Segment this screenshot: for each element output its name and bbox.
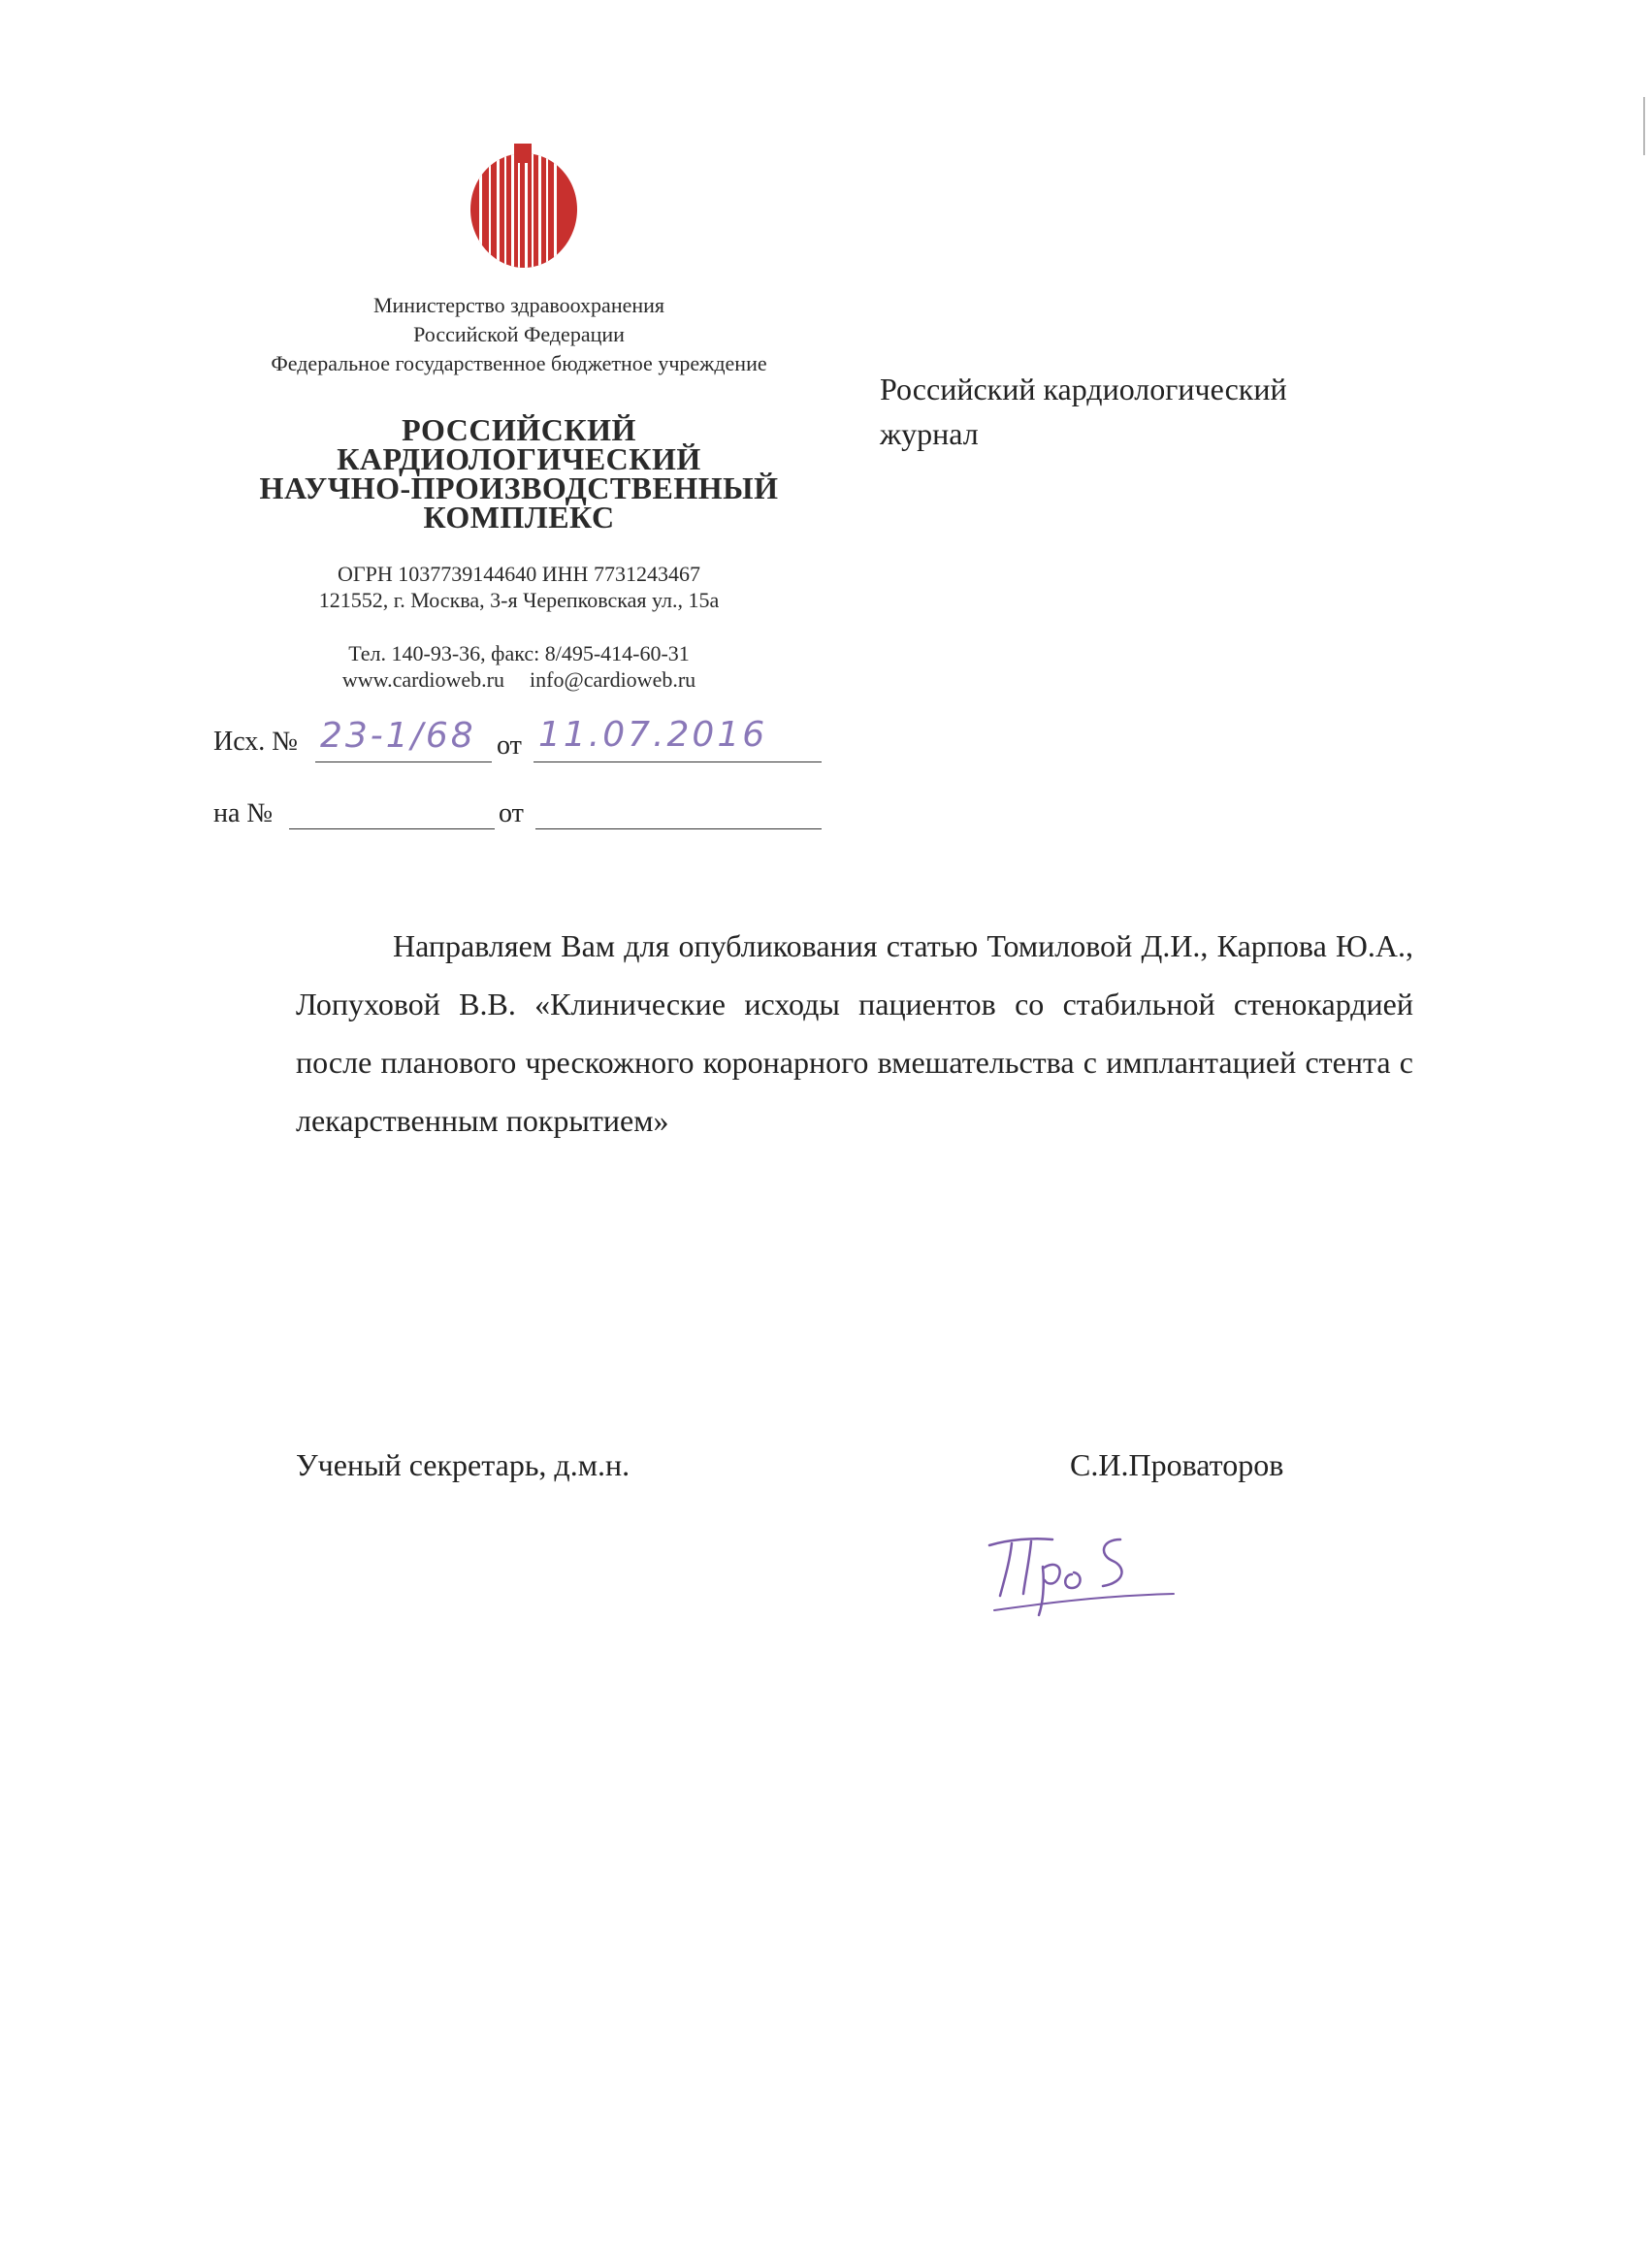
outgoing-date-line: [534, 761, 822, 762]
letter-body: Направляем Вам для опубликования статью Томиловой Д.И., Карпова Ю.А., Лопуховой В.В. «Клинические исходы пациентов со стабильной стенокардией после планового чрескожного коронарного вмешательства с имплантацией стента с лекарственным покрытием»: [296, 928, 1413, 1138]
registration-numbers: ОГРН 1037739144640 ИНН 7731243467: [338, 562, 700, 586]
addressee-line-1: Российский кардиологический: [880, 372, 1287, 406]
incoming-date-label: от: [499, 798, 524, 828]
email-link[interactable]: info@cardioweb.ru: [530, 667, 696, 692]
outgoing-number-value: 23-1/68: [320, 716, 476, 756]
web-contacts: [223, 666, 815, 694]
scan-edge-mark: [1643, 97, 1645, 155]
signer-position: Ученый секретарь, д.м.н.: [296, 1447, 630, 1482]
addressee: [880, 367, 1423, 456]
org-name-line-2: КАРДИОЛОГИЧЕСКИЙ: [337, 441, 701, 476]
incoming-number-label: на №: [213, 798, 274, 828]
org-name-line-1: РОССИЙСКИЙ: [402, 412, 636, 447]
org-name-line-4: КОМПЛЕКС: [423, 500, 615, 535]
ministry-line-2: Российской Федерации: [413, 322, 625, 346]
handwritten-signature: [975, 1518, 1208, 1625]
ministry-line-3: Федеральное государственное бюджетное учреждение: [271, 351, 767, 375]
institution-logo-icon: [456, 144, 592, 279]
outgoing-number-label: Исх. №: [213, 727, 298, 757]
outgoing-date-value: 11.07.2016: [538, 715, 768, 755]
outgoing-number-line: [315, 761, 492, 762]
ministry-line-1: Министерство здравоохранения: [372, 293, 665, 317]
website-link[interactable]: www.cardioweb.ru: [341, 667, 505, 692]
addressee-line-2: журнал: [880, 416, 979, 451]
incoming-date-line: [535, 828, 822, 829]
org-address: 121552, г. Москва, 3-я Черепковская ул., 15а: [318, 588, 720, 612]
org-name-line-3: НАУЧНО-ПРОИЗВОДСТВЕННЫЙ: [259, 470, 779, 505]
phone-fax: Тел. 140-93-36, факс: 8/495-414-60-31: [348, 641, 690, 665]
signer-name: С.И.Проваторов: [1070, 1447, 1284, 1482]
outgoing-date-label: от: [497, 730, 522, 761]
incoming-number-line: [289, 828, 495, 829]
